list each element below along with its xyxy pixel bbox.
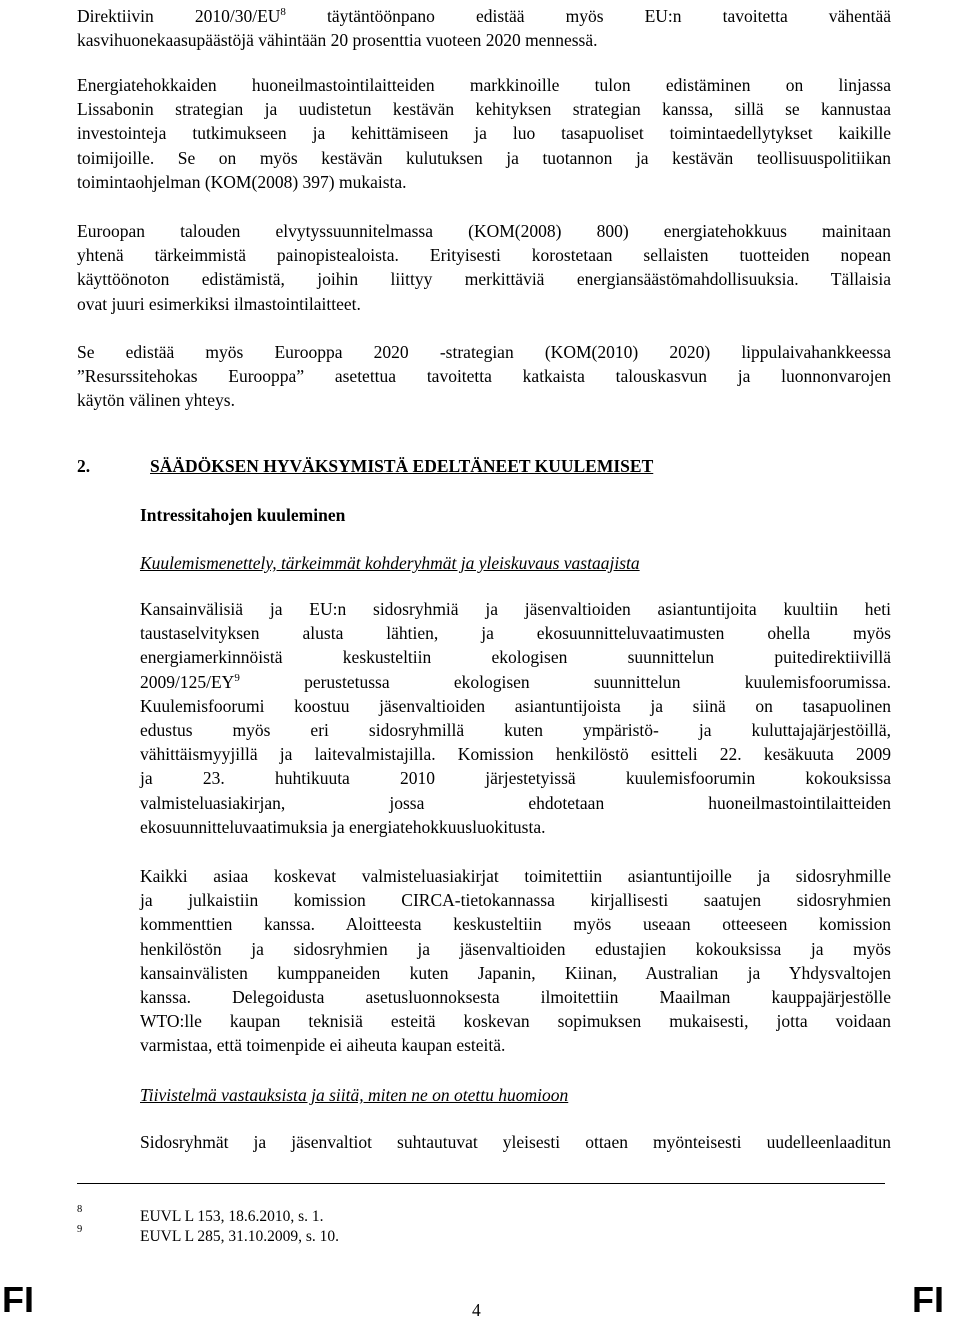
text-run: ovat juuri esimerkiksi ilmastointilaitteet. [77,293,361,314]
text-run: vähittäismyyjillä ja laitevalmistajilla. Komission henkilöstö esitteli 22. kesäkuuta 2009 [140,744,891,765]
paragraph-consultation-forum [140,597,891,839]
text-line [77,146,891,170]
text-run: valmisteluasiakirjan, jossa ehdotetaan huoneilmastointilaitteiden [140,792,891,813]
text-run: käytön välinen yhteys. [77,390,235,411]
text-line [140,1009,891,1033]
text-run: Energiatehokkaiden huoneilmastointilaitteiden markkinoille tulon edistäminen on linjassa [77,75,891,95]
text-run: henkilöstön ja sidosryhmien ja jäsenvaltioiden edustajien kokouksissa ja myös [140,938,891,959]
text-line [77,364,891,388]
text-line [140,888,891,912]
text-line [140,937,891,961]
page-number: 4 [472,1300,481,1320]
text-run: WTO:lle kaupan teknisiä esteitä koskevan sopimuksen mukaisesti, jotta voidaan [140,1011,891,1032]
text-line [77,292,891,316]
language-code-left: FI [2,1279,34,1320]
text-run: taustaselvityksen alusta lähtien, ja ekosuunnitteluvaatimusten ohella myös [140,623,891,644]
language-code-right: FI [912,1279,944,1320]
text-line [140,985,891,1009]
text-line [140,670,891,694]
text-run: energiamerkinnöistä keskusteltiin ekologisen suunnittelun puitedirektiivillä [140,647,891,668]
footnote-number: 9 [77,1224,83,1235]
text-line [77,73,891,97]
text-run: 2009/125/EY [140,671,235,692]
paragraph-europe-2020 [77,340,891,413]
section-number: 2. [77,456,91,476]
text-run: Lissabonin strategian ja uudistetun kestävän kehityksen strategian kanssa, sillä se kannustaa [77,99,891,120]
text-run: yhtenä tärkeimmistä painopistealoista. Erityisesti korostetaan sellaisten tuotteiden nopean [77,245,891,266]
text-line [77,219,891,243]
text-line [77,388,891,412]
italic-heading-summary-of-responses: Tiivistelmä vastauksista ja siitä, miten ne on otettu huomioon [140,1085,569,1105]
footnote-text: EUVL L 153, 18.6.2010, s. 1. [140,1208,324,1225]
text-line [140,815,891,839]
footnote-text: EUVL L 285, 31.10.2009, s. 10. [140,1228,340,1245]
text-line [140,1033,891,1057]
text-run: Se edistää myös Eurooppa 2020 -strategian (KOM(2010) 2020) lippulaivahankkeessa [77,342,891,362]
text-run: ekosuunnitteluvaatimuksia ja energiatehokkuusluokitusta. [140,816,546,837]
text-run: toimijoille. Se on myös kestävän kulutuksen ja tuotannon ja kestävän teollisuuspolitiikan [77,147,891,168]
text-line [140,597,891,621]
text-line [140,1130,891,1154]
text-run: ja julkaistiin komission CIRCA-tietokannassa kirjallisesti saatujen sidosryhmien [140,890,891,911]
paragraph-economic-recovery-plan [77,219,891,316]
footnote-number: 8 [77,1204,83,1215]
paragraph-circa-documents [140,864,891,1058]
text-line [140,718,891,742]
text-run: ja 23. huhtikuuta 2010 järjestetyissä kuulemisfoorumin kokouksissa [140,768,891,789]
text-run: Kuulemisfoorumi koostuu jäsenvaltioiden asiantuntijoista ja siinä on tasapuolinen [140,695,891,716]
text-run: perustetussa ekologisen suunnittelun kuulemisfoorumissa. [239,671,891,692]
paragraph-energy-efficiency-lisbon [77,73,891,194]
text-run: kanssa. Delegoidusta asetusluonnoksesta ilmoitettiin Maailman kauppajärjestölle [140,986,891,1007]
text-line [140,645,891,669]
text-line [77,267,891,291]
text-line [140,791,891,815]
text-run: ”Resurssitehokas Eurooppa” asetettua tavoitetta katkaista talouskasvun ja luonnonvarojen [77,366,891,387]
text-run: Euroopan talouden elvytyssuunnitelmassa (KOM(2008) 800) energiatehokkuus mainitaan [77,221,891,241]
text-run: edustus myös eri sidosryhmillä kuten ympäristö- ja kuluttajajärjestöillä, [140,719,891,740]
text-run: Kaikki asiaa koskevat valmisteluasiakirjat toimitettiin asiantuntijoille ja sidosryhmille [140,866,891,886]
text-line [77,340,891,364]
text-line [77,243,891,267]
text-line [77,170,891,194]
text-run: investointeja tutkimukseen ja kehittämiseen ja luo tasapuoliset toimintaedellytykset kaikille [77,123,891,144]
text-line [140,864,891,888]
text-line [77,28,891,52]
text-line [77,97,891,121]
text-line [140,766,891,790]
text-run: täytäntöönpano edistää myös EU:n tavoitetta vähentää [285,6,891,26]
footnote-separator [77,1183,885,1184]
text-run: Kansainvälisiä ja EU:n sidosryhmiä ja jäsenvaltioiden asiantuntijoita kuultiin heti [140,599,891,619]
text-line [140,961,891,985]
paragraph-stakeholder-attitudes [140,1130,891,1154]
section-title: SÄÄDÖKSEN HYVÄKSYMISTÄ EDELTÄNEET KUULEMISET [150,456,654,476]
italic-heading-consultation-process: Kuulemismenettely, tärkeimmät kohderyhmät ja yleiskuvaus vastaajista [140,553,640,573]
subheading-stakeholder-consultation: Intressitahojen kuuleminen [140,505,346,525]
text-run: käyttöönoton edistämistä, joihin liittyy merkittäviä energiansäästömahdollisuuksia. Tällaisia [77,269,891,290]
footnote-reference: 9 [234,671,240,684]
text-run: toimintaohjelman (KOM(2008) 397) mukaista. [77,171,407,192]
text-line [140,694,891,718]
text-run: kansainvälisten kumppaneiden kuten Japanin, Kiinan, Australian ja Yhdysvaltojen [140,962,891,983]
paragraph-directive-2010-30 [77,4,891,52]
text-run: Direktiivin 2010/30/EU [77,6,281,26]
text-line [77,121,891,145]
text-run: kasvihuonekaasupäästöjä vähintään 20 prosenttia vuoteen 2020 mennessä. [77,30,598,51]
footnote-reference: 8 [280,6,286,18]
text-run: kommenttien kanssa. Aloitteesta keskusteltiin myös useaan otteeseen komission [140,914,891,935]
text-line [140,621,891,645]
text-run: Sidosryhmät ja jäsenvaltiot suhtautuvat yleisesti ottaen myönteisesti uudelleenlaaditun [140,1132,891,1152]
text-line [77,4,891,28]
text-line [140,912,891,936]
text-run: varmistaa, että toimenpide ei aiheuta kaupan esteitä. [140,1035,506,1056]
text-line [140,742,891,766]
